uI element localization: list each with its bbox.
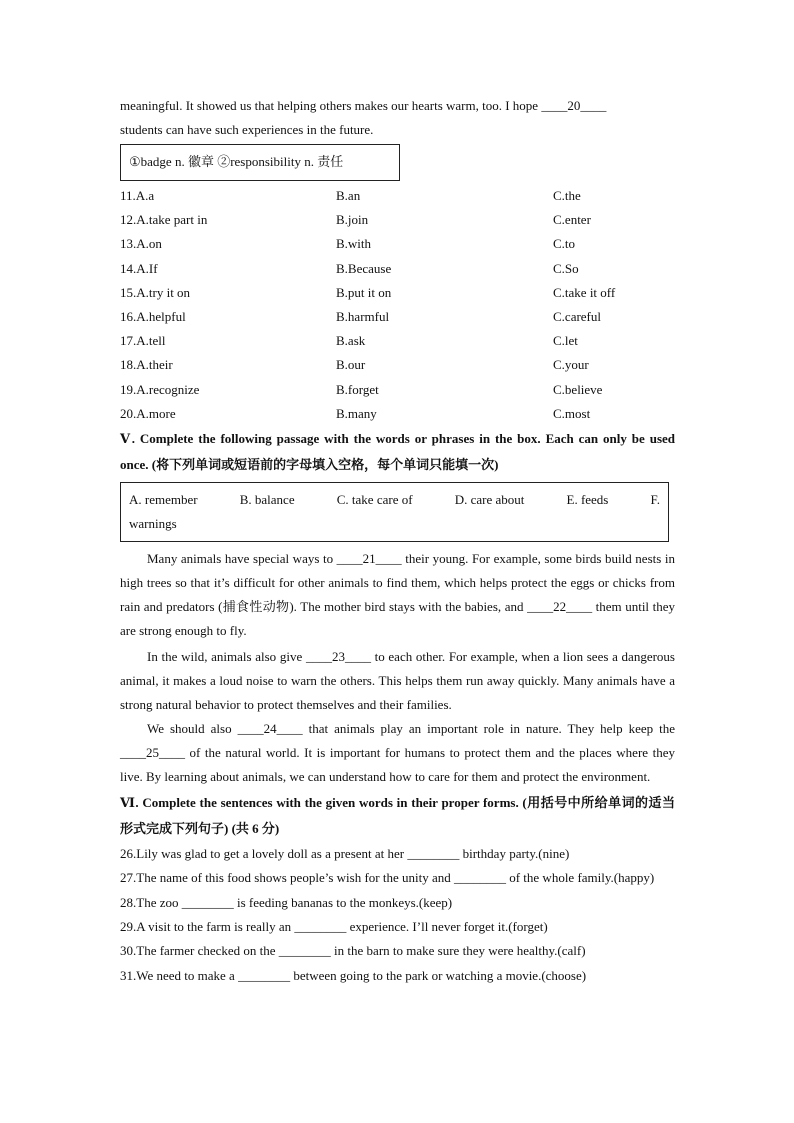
option-row: [120, 281, 675, 305]
sentence-item: 26.Lily was glad to get a lovely doll as a present at her ________ birthday party.(nine): [120, 846, 570, 862]
intro-line-2: students can have such experiences in the future.: [120, 122, 374, 137]
option-row: [120, 232, 675, 256]
blank-24: ____24____: [237, 721, 303, 737]
option-c: C.let: [553, 333, 578, 349]
gloss-text: ①badge n. 徽章 ②responsibility n. 责任: [129, 154, 344, 169]
option-c: C.careful: [553, 309, 602, 325]
option-c: C.most: [553, 405, 591, 421]
sentence-item: 31.We need to make a ________ between going to the park or watching a movie.(choose): [120, 967, 587, 983]
blank-23: ____23____: [305, 649, 371, 665]
section-5-heading: Ⅴ. Complete the following passage with the words or phrases in the box. Each can only be used once. (将下列单词或短语前的字母填入空格，每个单词只能填一次): [120, 431, 675, 473]
option-b: B.put it on: [336, 284, 392, 300]
option-a: 11.A.a: [120, 188, 155, 203]
option-b: B.our: [336, 357, 366, 373]
intro-line-1: meaningful. It showed us that helping others makes our hearts warm, too. I hope ____20____: [120, 98, 607, 113]
option-row: [120, 329, 675, 353]
option-b: B.Because: [336, 260, 392, 276]
option-row: [120, 378, 675, 402]
option-row: [120, 353, 675, 377]
option-b: B.many: [336, 405, 377, 421]
option-a: 16.A.helpful: [120, 309, 186, 325]
option-a: 20.A.more: [120, 405, 176, 421]
option-a: 14.A.If: [120, 260, 158, 276]
blank-22: ____22____: [527, 599, 593, 615]
option-a: 12.A.take part in: [120, 212, 208, 228]
word-b: B. balance: [239, 492, 295, 508]
word-f-text: warnings: [129, 516, 177, 532]
word-a: A. remember: [129, 492, 198, 508]
exam-page: [120, 94, 675, 988]
gloss-box: [120, 144, 400, 181]
section-6-heading: Ⅵ. Complete the sentences with the given words in their proper forms. (用括号中所给单词的适当形式完成下列句子) (共 6 分): [120, 795, 675, 837]
option-b: B.forget: [336, 381, 379, 397]
option-b: B.an: [336, 188, 361, 203]
word-bank-box: [120, 482, 669, 542]
word-bank-row: [129, 488, 660, 512]
option-row: [120, 305, 675, 329]
option-c: C.believe: [553, 381, 603, 397]
option-row: [120, 257, 675, 281]
word-d: D. care about: [454, 492, 525, 508]
word-c: C. take care of: [336, 492, 413, 508]
option-list: [120, 184, 675, 426]
option-a: 17.A.tell: [120, 333, 166, 349]
passage-paragraph-2: In the wild, animals also give ____23____ to each other. For example, when a lion sees a dangerous animal, it makes a loud noise to warn the others. This helps them run away quickly. Many animals have a strong natural behavior to protect themselves and their families.: [120, 649, 675, 713]
option-b: B.join: [336, 212, 369, 228]
option-row: [120, 208, 675, 232]
option-c: C.your: [553, 357, 589, 373]
option-row: [120, 402, 675, 426]
option-a: 18.A.their: [120, 357, 173, 373]
option-c: C.the: [553, 188, 581, 203]
sentence-item: 27.The name of this food shows people’s wish for the unity and ________ of the whole family.(happy): [120, 870, 655, 886]
option-c: C.enter: [553, 212, 591, 228]
sentence-item: 29.A visit to the farm is really an ________ experience. I’ll never forget it.(forget): [120, 918, 548, 934]
option-a: 15.A.try it on: [120, 284, 191, 300]
option-c: C.So: [553, 260, 579, 276]
sentence-item: 30.The farmer checked on the ________ in the barn to make sure they were healthy.(calf): [120, 943, 586, 959]
option-b: B.ask: [336, 333, 366, 349]
blank-21: ____21____: [336, 551, 402, 567]
option-b: B.harmful: [336, 309, 390, 325]
sentence-item: 28.The zoo ________ is feeding bananas to the monkeys.(keep): [120, 894, 453, 910]
passage-paragraph-1: Many animals have special ways to ____21____ their young. For example, some birds build nests in high trees so that it’s difficult for other animals to find them, which helps protect the eggs or chicks from rain and predators (捕食性动物). The mother bird stays with the babies, and ____22____ them until they are strong enough to fly.: [120, 551, 675, 639]
word-e: E. feeds: [566, 492, 609, 508]
option-a: 19.A.recognize: [120, 381, 200, 397]
option-a: 13.A.on: [120, 236, 162, 252]
option-b: B.with: [336, 236, 372, 252]
option-c: C.to: [553, 236, 576, 252]
passage-paragraph-3: We should also ____24____ that animals play an important role in nature. They help keep the ____25____ of the natural world. It is important for humans to protect them and the places where they live. By learning about animals, we can understand how to care for them and protect the environment.: [120, 721, 675, 785]
sentence-list: [120, 842, 675, 988]
option-c: C.take it off: [553, 284, 616, 300]
blank-25: ____25____: [120, 745, 185, 761]
blank-20: ____20____: [541, 98, 607, 113]
word-f: F.: [650, 492, 660, 508]
option-row: [120, 184, 675, 208]
